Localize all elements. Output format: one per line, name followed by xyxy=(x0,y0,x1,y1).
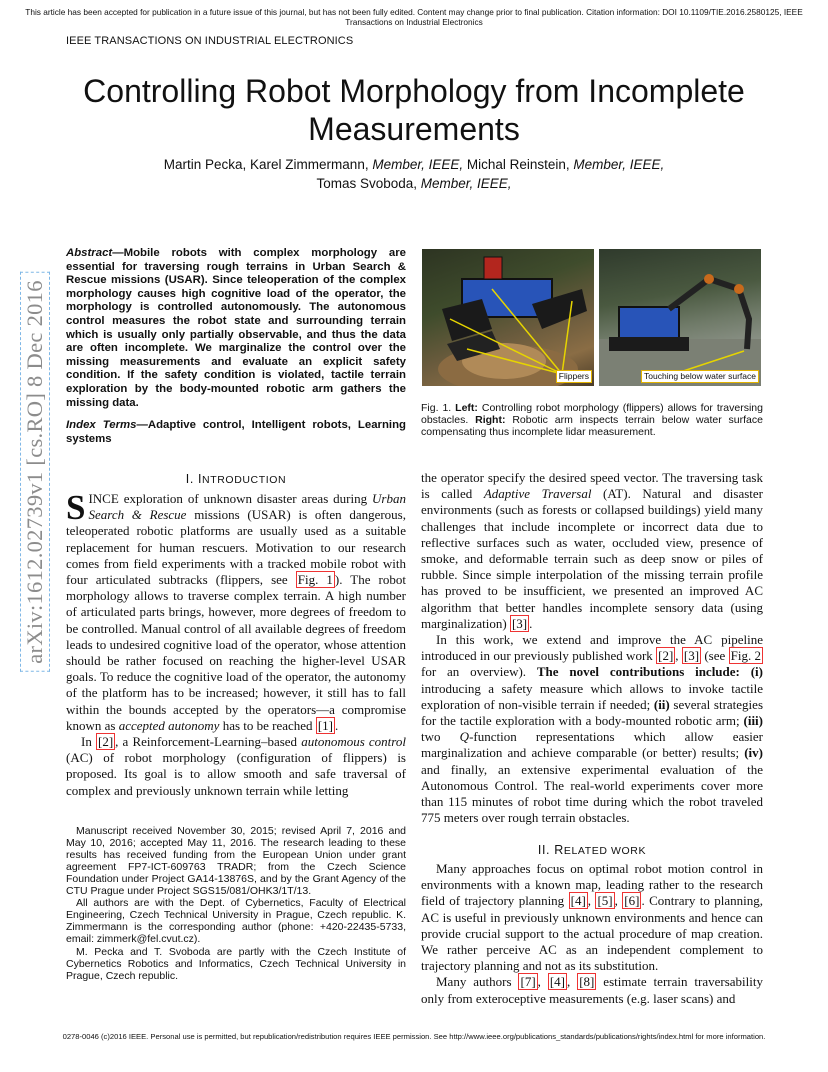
author-names: Michal Reinstein, xyxy=(463,157,574,172)
text-run: (see xyxy=(701,648,729,664)
section-number: II. xyxy=(537,843,555,857)
text-italic: Adaptive Traversal xyxy=(483,486,592,502)
figure-link[interactable]: Fig. 1 xyxy=(297,572,333,588)
text-run: two xyxy=(421,729,460,745)
author-membership: Member, IEEE, xyxy=(420,176,512,191)
section-heading-related-work xyxy=(421,843,763,857)
text-run: the operator specify the desired speed vector. The traversing task is called xyxy=(421,470,763,502)
citation-link[interactable]: [4] xyxy=(570,893,586,909)
journal-name: IEEE TRANSACTIONS ON INDUSTRIAL ELECTRONICS xyxy=(66,35,354,47)
text-run: several strategies for the tactile exploration with a body-mounted robotic arm; xyxy=(421,696,764,729)
footnote-affiliation-2: M. Pecka and T. Svoboda are partly with the Czech Institute of Cybernetics Robotics and Informatics, Czech Technical University in Prague, Czech republic. xyxy=(66,946,406,982)
citation-link[interactable]: [3] xyxy=(683,648,700,664)
abstract-text: —Mobile robots with complex morphology are essential for traversing rough terrains in Urban Search & Rescue missions (USAR). Since teleoperation of the complex morphology causes high cognitive load of the operator, the morphology is controlled autonomously. The autonomous control measures the robot state and surrounding terrain which is usually only partially observable, and thus the data are often incomplete. We marginalize the control over the missing measurements and evaluate an explicit safety condition. If the safety condition is violated, tactile terrain exploration by the body-mounted robotic arm gathers the missing data. xyxy=(66,247,406,409)
citation-link[interactable]: [5] xyxy=(597,893,613,909)
caption-number: Fig. 1. xyxy=(421,402,456,414)
introduction-text-continued xyxy=(421,470,763,826)
text-run: introducing a safety measure which allows to invoke tactile exploration of non-visible terrain if needed; xyxy=(421,680,763,712)
text-italic: accepted autonomy xyxy=(118,717,220,733)
caption-text: Controlling robot morphology (flippers) allows for traversing obstacles. xyxy=(421,402,763,426)
copyright-footer: 0278-0046 (c)2016 IEEE. Personal use is permitted, but republication/redistribution requires IEEE permission. See http://www.ieee.org/publications_standards/publications/rights/index.html for more information. xyxy=(62,1032,766,1041)
paragraph xyxy=(421,974,763,1006)
index-terms xyxy=(66,419,406,446)
text-run: , xyxy=(675,648,682,664)
arxiv-stamp[interactable]: arXiv:1612.02739v1 [cs.RO] 8 Dec 2016 xyxy=(20,272,50,672)
abstract-label: Abstract xyxy=(66,247,113,259)
text-run: missions (USAR) is often dangerous, teleoperated robotic platforms are usually used as a suitable replacement for human rescuers. Motivation to our research comes from field experiments with a tracked mobile robot with four articulated subtracks (flippers, see xyxy=(66,507,406,588)
text-run: (AC) of robot morphology (configuration of flippers) is proposed. Its goal is to allow smooth and safe traversal of complex and previously unknown terrain while letting xyxy=(66,750,406,798)
author-names: Tomas Svoboda, xyxy=(316,176,421,191)
text-bold: (ii) xyxy=(653,696,670,712)
text-run: -function representations which allow easier marginalization and achieve comparable (or better) results; xyxy=(421,729,764,761)
text-run: , xyxy=(614,893,623,909)
footnotes xyxy=(66,826,406,984)
text-run: has to be reached xyxy=(219,717,316,733)
paper-title: Controlling Robot Morphology from Incomplete Measurements xyxy=(83,73,745,147)
citation-link[interactable]: [1] xyxy=(317,717,333,733)
text-run: Many authors xyxy=(436,974,519,990)
text-run: In this work, we extend and improve the AC pipeline introduced in our previously published work xyxy=(421,632,763,664)
author-line-2 xyxy=(60,174,768,193)
author-membership: Member, IEEE, xyxy=(372,157,464,172)
caption-text: Robotic arm inspects terrain below water surface compensating thus incomplete lidar measurement. xyxy=(421,413,763,438)
paragraph xyxy=(66,734,406,799)
footnote-affiliation: All authors are with the Dept. of Cybernetics, Faculty of Electrical Engineering, Czech Technical University in Prague, Czech republic. K. Zimmermann is the corresponding author (phone: +420-22435-5733, email: zimmerk@fel.cvut.cz). xyxy=(66,897,406,946)
text-run: . xyxy=(529,615,533,631)
text-run: ). The robot morphology allows to traverse complex terrain. A high number of articulated parts brings, however, more degrees of freedom to be controlled. Manual control of all available degrees of freedom leads to undesired cognitive load of the operator, whose attention should be rather focused on reaching the higher-level USAR goals. To reduce the cognitive load of the operator, the autonomy of the platform has to be increased; however, it still has to fall within the bounds accepted by the operators—a compromise known as xyxy=(66,572,406,733)
text-run: , xyxy=(567,974,578,990)
text-run: In xyxy=(81,734,96,750)
author-names: Martin Pecka, Karel Zimmermann, xyxy=(163,157,373,172)
text-run: . Contrary to planning, AC is useful in previously unknown environments and hence can provide crucial support to the actual procedure of map creation. We rather perceive AC as an independent complement to trajectory planning and not as its substitution. xyxy=(421,893,764,974)
citation-link[interactable]: [6] xyxy=(624,893,640,909)
text-run: , xyxy=(587,893,596,909)
label-flippers: Flippers xyxy=(556,370,592,383)
author-list xyxy=(60,155,768,193)
paragraph xyxy=(421,861,763,974)
text-italic: autonomous control xyxy=(301,734,406,750)
figure-caption xyxy=(421,403,763,439)
abstract xyxy=(66,247,406,410)
index-terms-text: —Adaptive control, Intelligent robots, Learning systems xyxy=(66,419,406,445)
citation-link[interactable]: [3] xyxy=(511,615,528,631)
paragraph xyxy=(421,470,763,632)
caption-right-label: Right: xyxy=(475,413,506,426)
paragraph xyxy=(66,488,406,734)
figure-photo-flippers xyxy=(422,249,594,386)
paragraph xyxy=(421,632,763,826)
text-run: , xyxy=(537,974,548,990)
label-touching-water: Touching below water surface xyxy=(641,370,759,383)
section-heading-introduction xyxy=(66,472,406,486)
author-membership: Member, IEEE, xyxy=(573,157,665,172)
figure-link[interactable]: Fig. 2 xyxy=(730,648,762,664)
citation-link[interactable]: [4] xyxy=(549,974,566,990)
publication-notice: This article has been accepted for publication in a future issue of this journal, but has not been fully edited. Content may change prior to final publication. Citation information: DOI 10.1109/TIE.2016.2580125, IEEE Transactions on Industrial Electronics xyxy=(25,7,803,27)
section-heading-cap: R xyxy=(554,843,564,857)
text-run: , a Reinforcement-Learning–based xyxy=(115,734,302,750)
text-run: (AT). Natural and disaster environments (such as forests or collapsed buildings) yield many challenges that include incomplete or incorrect data due to reflective surfaces such as water, occluded view, presence of smoke, and deformable terrain such as deep snow or piles of rubble. Since simple interpolation of the missing terrain profile has proved to be insufficient, we presented an improved AC algorithm that better handles incomplete sensory data (using marginalization) xyxy=(421,486,763,631)
citation-link[interactable]: [7] xyxy=(520,974,536,990)
text-run: and finally, an extensive experimental evaluation of the Autonomous Control. The real-world experiments cover more than 115 minutes of robot time during which the robot traveled 775 meters over rough terrain obstacles. xyxy=(421,761,763,826)
robot-arm-water-image xyxy=(599,249,761,386)
text-run: for an overview). xyxy=(421,664,537,680)
text-italic: Q xyxy=(459,729,470,745)
text-run: INCE exploration of unknown disaster areas during xyxy=(88,491,373,506)
citation-link[interactable]: [2] xyxy=(97,734,114,750)
section-heading-rest: NTRODUCTION xyxy=(202,474,287,486)
text-bold: The novel contributions include: (i) xyxy=(536,664,763,680)
section-number: I. xyxy=(185,472,198,486)
figure-photo-water xyxy=(599,249,761,386)
text-bold: (iv) xyxy=(744,745,763,761)
citation-link[interactable]: [2] xyxy=(658,648,674,664)
author-line-1 xyxy=(60,155,768,174)
text-bold: (iii) xyxy=(743,713,763,729)
drop-cap: S xyxy=(66,488,86,527)
introduction-text xyxy=(66,488,406,799)
section-heading-cap: I xyxy=(197,472,203,486)
text-run: estimate terrain traversability only from exteroceptive measurements (e.g. laser scans) and xyxy=(421,974,764,1006)
citation-link[interactable]: [8] xyxy=(579,974,595,990)
text-italic: Urban Search & Rescue xyxy=(88,491,406,523)
section-heading-rest: ELATED WORK xyxy=(563,845,647,857)
text-run: Many approaches focus on optimal robot motion control in environments with a known map, leading rather to the research field of trajectory planning xyxy=(421,861,763,909)
footnote-funding: Manuscript received November 30, 2015; revised April 7, 2016 and May 10, 2016; accepted May 11, 2016. The research leading to these results has received funding from the European Union under grant agreement FP7-ICT-609763 TRADR; from the Czech Science Foundation under Project GA14-13876S, and by the Grant Agency of the CTU Prague under Project SGS15/081/OHK3/1T/13. xyxy=(66,825,406,897)
robot-flippers-image xyxy=(422,249,594,386)
text-run: . xyxy=(334,717,339,733)
related-work-text xyxy=(421,861,763,1007)
index-terms-label: Index Terms xyxy=(66,419,137,431)
caption-left-label: Left: xyxy=(455,402,478,414)
